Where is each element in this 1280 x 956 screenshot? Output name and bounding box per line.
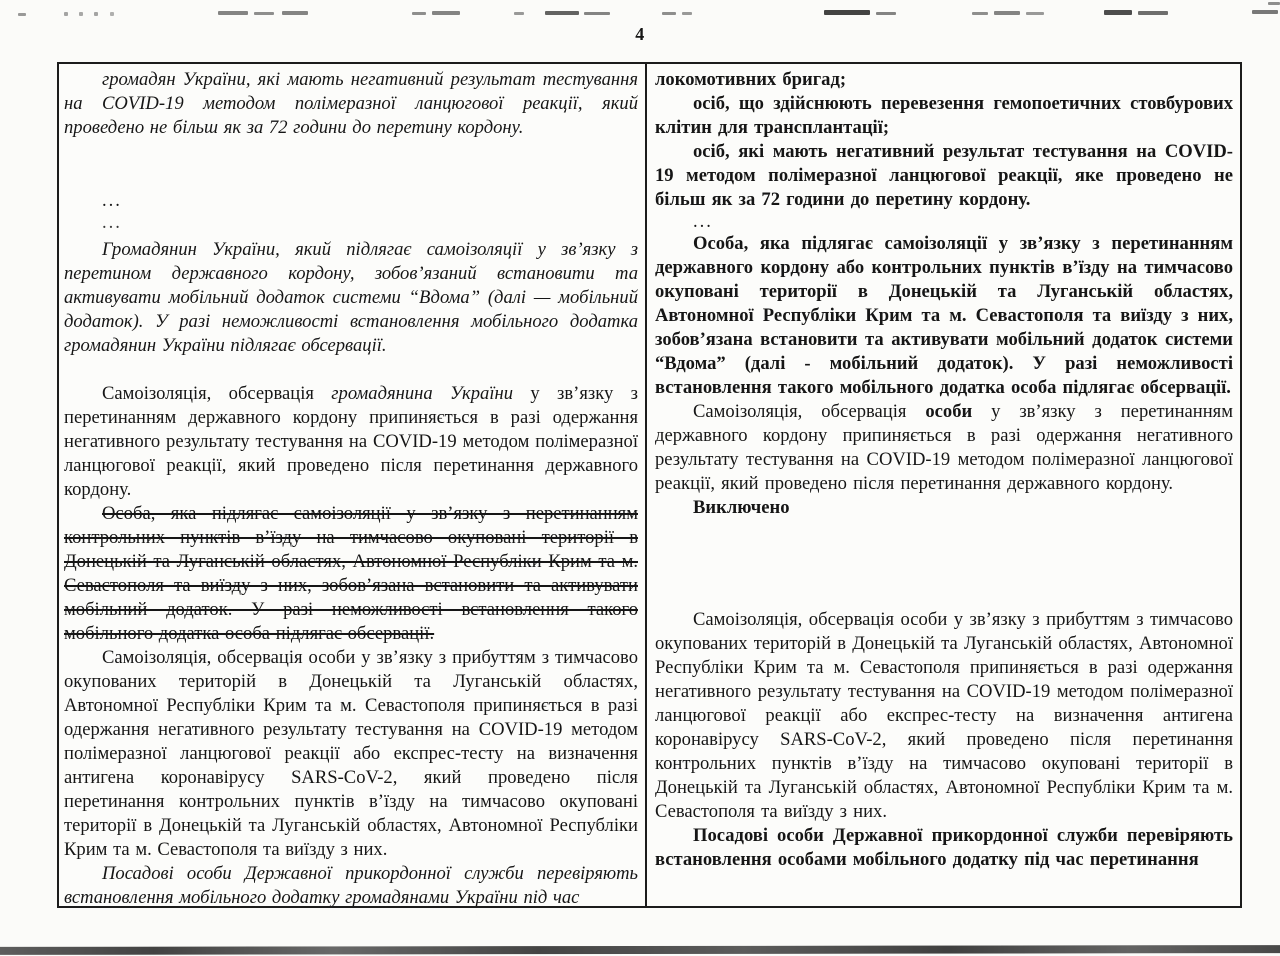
right-para-8 [655,824,1233,872]
scan-noise-bottom [0,945,1280,955]
page-number: 4 [635,24,645,44]
left-ellipsis-1 [64,190,638,212]
text-run: у зв’язку з перетинанням державного кордону припиняється в разі одержання негативного результату тестування на COVID-19 методом полімеразної ланцюгової реакції, який проведено після перетинання державного кордону. [64,383,639,500]
column-old-version [59,64,647,906]
right-para-4 [655,232,1233,400]
right-para-3 [655,140,1233,212]
text-run: Самоізоляція, обсервація [102,383,332,404]
right-para-2 [655,92,1233,140]
text-run: особи [925,401,973,422]
text-run: ... [102,212,122,233]
right-para-6 [655,496,1233,520]
text-run: у зв’язку з перетинанням державного кордону припиняється в разі одержання негативного результату тестування на COVID-19 методом полімеразної ланцюгової реакції, який проведено після перетинання державного кордону. [655,401,1233,494]
text-run: Виключено [693,497,790,518]
text-run: Особа, яка підлягає самоізоляції у зв’язку з перетинанням державного кордону або контрольних пунктів в’їзду на тимчасово окуповані території в Донецькій та Луганській областях, Автономної Республіки Крим та м. Севастополя та виїзду з них, зобов’язана встановити та активувати мобільний додаток системи “Вдома” (далі - мобільний додаток). У разі неможливості встановлення такого мобільного додатка особа підлягає обсервації. [655,233,1233,398]
text-run: Громадянин України, який підлягає самоізоляції у зв’язку з перетином державного кордону, зобов’язаний встановити та активувати мобільний додаток системи “Вдома” (далі — мобільний додаток). У разі неможливості встановлення мобільного додатка громадянин України підлягає обсервації. [64,239,638,356]
text-run: Самоізоляція, обсервація особи у зв’язку з прибуттям з тимчасово окупованих територій в Донецькій та Луганській областях, Автономної Республіки Крим та м. Севастополя припиняється в разі одержання негативного результату тестування на COVID-19 методом полімеразної ланцюгової реакції або експрес-тесту на визначення антигена коронавірусу SARS-CoV-2, який проведено після перетинання контрольних пунктів в’їзду на тимчасово окуповані території в Донецькій та Луганській областях, Автономної Республіки Крим та м. Севастополя та виїзду з них. [655,609,1233,822]
text-run: Особа, яка підлягає самоізоляції у зв’язку з перетинанням контрольних пунктів в’їзду на тимчасово окуповані території в Донецькій та Луганській областях, Автономної Республіки Крим та м. Севастополя та виїзду з них, зобов’язана встановити та активувати мобільний додаток. У разі неможливості встановлення такого мобільного додатка особа підлягає обсервації. [64,503,638,644]
text-run: Самоізоляція, обсервація особи у зв’язку з прибуттям з тимчасово окупованих територій в Донецькій та Луганській областях, Автономної Республіки Крим та м. Севастополя припиняється в разі одержання негативного результату тестування на COVID-19 методом полімеразної ланцюгової реакції або експрес-тесту на визначення антигена коронавірусу SARS-CoV-2, який проведено після перетинання контрольних пунктів в’їзду на тимчасово окуповані території в Донецькій та Луганській областях, Автономної Республіки Крим та м. Севастополя та виїзду з них. [64,647,638,860]
right-para-5 [655,400,1233,496]
text-run: Посадові особи Державної прикордонної служби перевіряють встановлення мобільного додатку громадянами України під час [64,863,638,906]
column-new-version [647,64,1240,906]
text-run: Самоізоляція, обсервація [693,401,926,422]
left-ellipsis-2 [64,212,638,234]
text-run: локомотивних бригад; [655,69,847,90]
text-run: осіб, що здійснюють перевезення гемопоетичних стовбурових клітин для трансплантації; [655,93,1233,138]
left-para-5 [64,646,638,862]
text-run: Посадові особи Державної прикордонної служби перевіряють встановлення особами мобільного додатку під час перетинання [655,825,1233,870]
text-run: ... [102,190,122,211]
right-para-7 [655,608,1233,824]
text-run: громадян України, які мають негативний результат тестування на COVID-19 методом полімеразної ланцюгової реакції, який проведено не більш як за 72 години до перетину кордону. [64,69,638,138]
left-para-3 [64,382,638,502]
left-para-2 [64,238,638,358]
left-para-4-struck [64,502,638,646]
left-para-6 [64,862,638,906]
text-run: осіб, які мають негативний результат тестування на COVID-19 методом полімеразної ланцюгової реакції, яке проведено не більш як за 72 години до перетину кордону. [655,141,1233,210]
comparison-table [57,62,1242,908]
left-para-1 [64,68,638,140]
right-para-1 [655,68,1233,92]
text-run: громадянина України [331,383,514,404]
right-ellipsis-1 [655,212,1233,232]
text-run: ... [693,211,713,232]
